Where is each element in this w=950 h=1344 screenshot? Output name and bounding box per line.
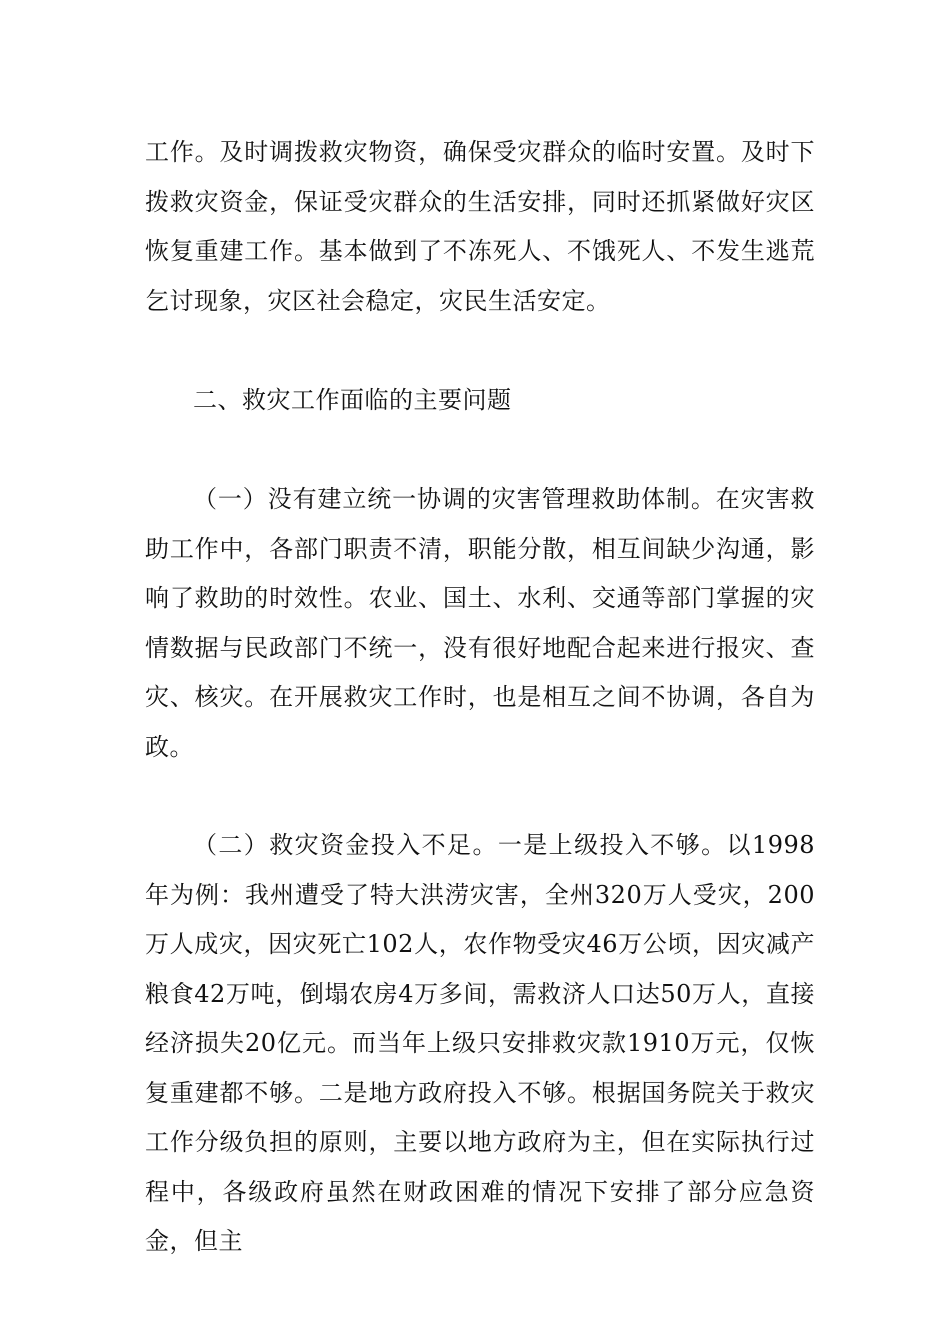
- section-heading: 二、救灾工作面临的主要问题: [193, 386, 512, 414]
- paragraph-continuation: 工作。及时调拨救灾物资，确保受灾群众的临时安置。及时下拨救灾资金，保证受灾群众的生活安排，同时还抓紧做好灾区恢复重建工作。基本做到了不冻死人、不饿死人、不发生逃荒乞讨现象，灾区社会稳定，灾民生活安定。: [145, 138, 815, 315]
- paragraph-issue-2: （二）救灾资金投入不足。一是上级投入不够。以1998年为例：我州遭受了特大洪涝灾害，全州320万人受灾，200万人成灾，因灾死亡102人，农作物受灾46万公顷，因灾减产粮食42万吨，倒塌农房4万多间，需救济人口达50万人，直接经济损失20亿元。而当年上级只安排救灾款1910万元，仅恢复重建都不够。二是地方政府投入不够。根据国务院关于救灾工作分级负担的原则，主要以地方政府为主，但在实际执行过程中，各级政府虽然在财政困难的情况下安排了部分应急资金，但主: [145, 831, 815, 1255]
- paragraph-issue-1: （一）没有建立统一协调的灾害管理救助体制。在灾害救助工作中，各部门职责不清，职能分散，相互间缺少沟通，影响了救助的时效性。农业、国土、水利、交通等部门掌握的灾情数据与民政部门不统一，没有很好地配合起来进行报灾、查灾、核灾。在开展救灾工作时，也是相互之间不协调，各自为政。: [145, 485, 815, 761]
